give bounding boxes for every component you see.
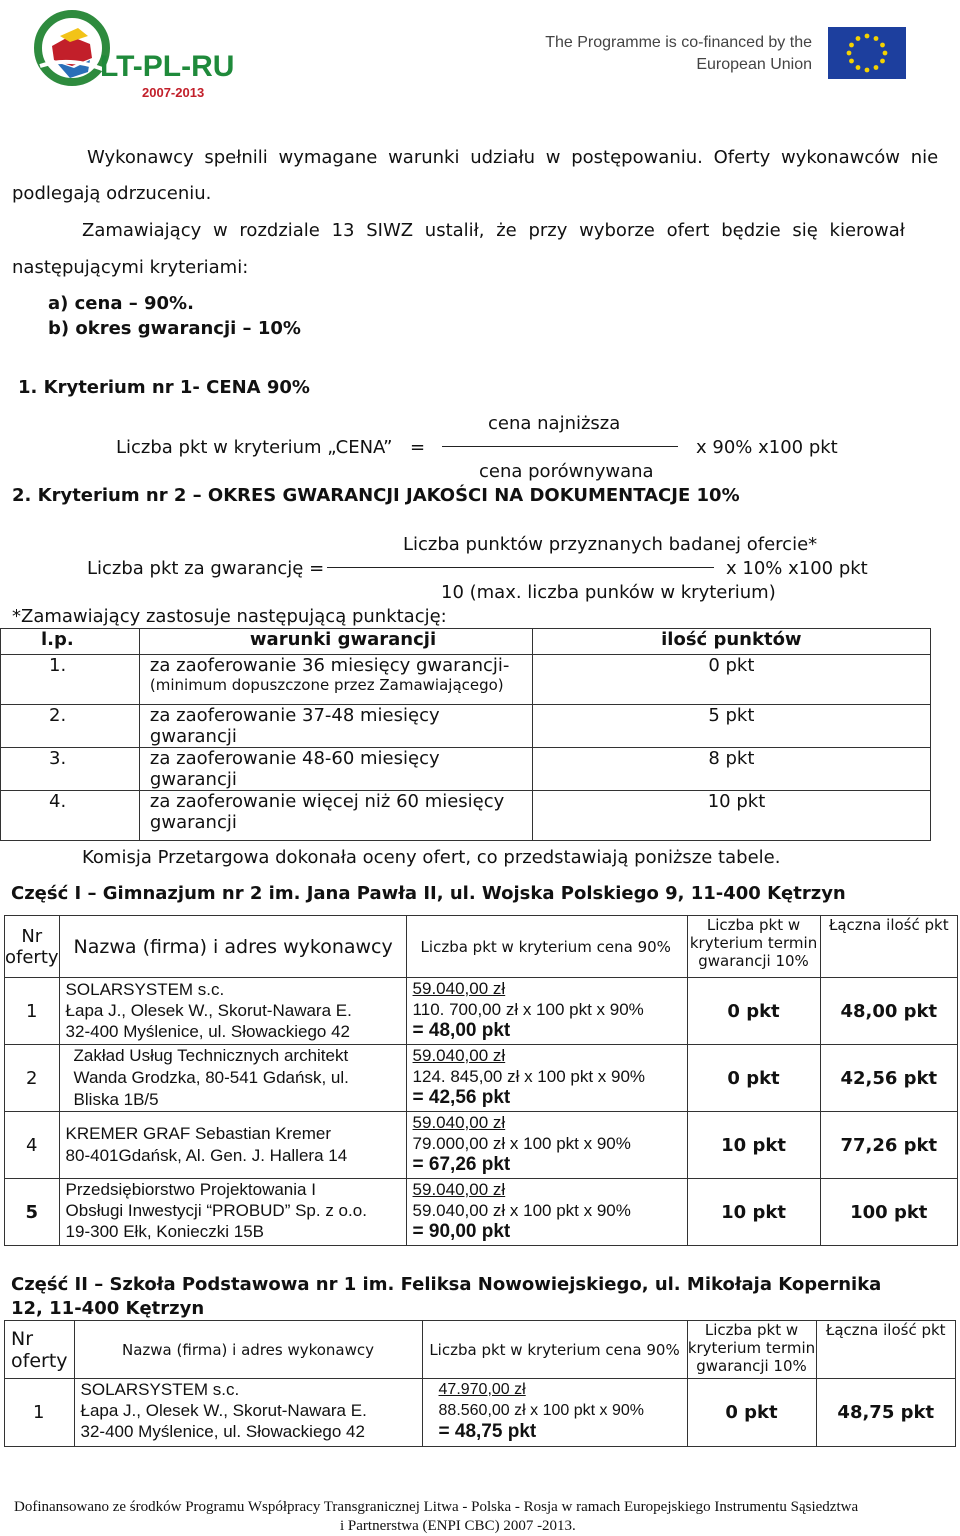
table-row — [5, 1112, 958, 1179]
col-lp-header: l.p. — [1, 629, 140, 655]
offer-nr: 4 — [5, 1112, 60, 1179]
calc-result: = 48,75 pkt — [438, 1421, 537, 1442]
col-conditions-header: warunki gwarancji — [139, 629, 532, 655]
criterion-a: a) cena – 90%. — [48, 293, 194, 314]
contractor-line: Łapa J., Olesek W., Skorut-Nawara E. — [65, 1001, 352, 1020]
offer-total-points: 100 pkt — [820, 1179, 957, 1246]
offer-warranty-points: 0 pkt — [687, 1379, 816, 1447]
col-name-header: Nazwa (firma) i adres wykonawcy — [74, 1321, 422, 1379]
logo-title: LT-PL-RU — [100, 50, 235, 83]
criterion1-multiplier: x 90% x100 pkt — [696, 437, 838, 458]
intro-p2-line1: Zamawiający w rozdziale 13 SIWZ ustalił, że przy wyborze ofert będzie się kierował — [82, 220, 905, 241]
criterion2-multiplier: x 10% x100 pkt — [726, 558, 868, 579]
calc-denominator: 59.040,00 zł x 100 pkt x 90% — [412, 1201, 631, 1220]
part1-offers-table — [4, 915, 958, 1246]
criterion2-label: Liczba pkt za gwarancję = — [87, 558, 325, 579]
col-warranty-header — [687, 1321, 816, 1379]
contractor-line: Zakład Usług Technicznych architekt — [73, 1046, 349, 1065]
criterion1-heading: 1. Kryterium nr 1- CENA 90% — [18, 377, 310, 398]
row-lp: 2. — [1, 705, 140, 748]
col-warranty-header-1: Liczba pkt w — [704, 1321, 799, 1339]
col-points-header: ilość punktów — [532, 629, 930, 655]
program-logo — [30, 6, 235, 100]
offer-price-calc — [406, 1045, 687, 1112]
footer-line1: Dofinansowano ze środków Programu Współpracy Transgranicznej Litwa - Polska - Rosja w ramach Europejskiego Instrumentu Sąsiedztwa — [14, 1499, 859, 1515]
criterion2-numerator: Liczba punktów przyznanych badanej ofercie* — [403, 534, 818, 555]
contractor-line: Przedsiębiorstwo Projektowania I — [65, 1180, 316, 1199]
calc-numerator: 59.040,00 zł — [412, 979, 506, 998]
offer-price-calc — [406, 1112, 687, 1179]
offer-total-points: 48,00 pkt — [820, 978, 957, 1045]
row-lp: 4. — [1, 791, 140, 841]
row-condition-text-2: gwarancji — [149, 812, 237, 833]
col-total-header: Łączna ilość pkt — [816, 1321, 955, 1379]
col-warranty-header-1: Liczba pkt w — [706, 916, 801, 934]
offer-nr: 2 — [5, 1045, 60, 1112]
part1-title: Część I – Gimnazjum nr 2 im. Jana Pawła II, ul. Wojska Polskiego 9, 11-400 Kętrzyn — [11, 883, 846, 904]
col-nr-header — [5, 916, 60, 978]
commission-text: Komisja Przetargowa dokonała oceny ofert, co przedstawiają poniższe tabele. — [82, 847, 781, 868]
offer-nr: 1 — [5, 1379, 75, 1447]
contractor-line: Bliska 1B/5 — [73, 1090, 159, 1109]
part2-title-line2: 12, 11-400 Kętrzyn — [11, 1298, 205, 1319]
table-row — [1, 655, 931, 705]
row-condition-text: za zaoferowanie więcej niż 60 miesięcy — [149, 791, 505, 812]
table-row — [1, 748, 931, 791]
criterion2-denominator: 10 (max. liczba punków w kryterium) — [441, 582, 776, 603]
eu-flag-icon — [828, 27, 906, 79]
criterion1-fraction-line — [442, 446, 678, 447]
contractor-line: SOLARSYSTEM s.c. — [65, 980, 225, 999]
row-points: 10 pkt — [532, 791, 930, 841]
col-warranty-header-2: kryterium termin — [689, 934, 818, 952]
col-warranty-header-2: kryterium termin — [687, 1339, 816, 1357]
calc-result: = 90,00 pkt — [412, 1221, 511, 1242]
offer-total-points: 77,26 pkt — [820, 1112, 957, 1179]
criterion2-fraction-line — [327, 567, 714, 568]
row-points: 8 pkt — [532, 748, 930, 791]
intro-p1-line1: Wykonawcy spełnili wymagane warunki udziału w postępowaniu. Oferty wykonawców nie — [87, 147, 939, 168]
offer-nr: 1 — [5, 978, 60, 1045]
table-row — [1, 791, 931, 841]
calc-denominator: 110. 700,00 zł x 100 pkt x 90% — [412, 1000, 644, 1019]
calc-denominator: 88.560,00 zł x 100 pkt x 90% — [438, 1402, 644, 1419]
calc-denominator: 124. 845,00 zł x 100 pkt x 90% — [412, 1067, 646, 1086]
calc-denominator: 79.000,00 zł x 100 pkt x 90% — [412, 1134, 631, 1153]
row-lp: 1. — [1, 655, 140, 705]
row-condition: za zaoferowanie 37-48 miesięcy gwarancji — [139, 705, 532, 748]
col-nr-header — [5, 1321, 75, 1379]
row-lp: 3. — [1, 748, 140, 791]
offer-contractor — [59, 1179, 406, 1246]
criterion-b: b) okres gwarancji – 10% — [48, 318, 301, 339]
calc-numerator: 59.040,00 zł — [412, 1046, 506, 1065]
row-points: 5 pkt — [532, 705, 930, 748]
eu-caption-line2: European Union — [696, 56, 812, 73]
warranty-score-table — [0, 628, 931, 841]
col-total-header: Łączna ilość pkt — [820, 916, 957, 978]
row-condition: za zaoferowanie 48-60 miesięcy gwarancji — [139, 748, 532, 791]
offer-price-calc — [406, 978, 687, 1045]
criterion2-heading: 2. Kryterium nr 2 – OKRES GWARANCJI JAKOŚCI NA DOKUMENTACJE 10% — [12, 485, 740, 506]
offer-contractor — [59, 1045, 406, 1112]
table-header-row — [5, 1321, 956, 1379]
row-condition-text: za zaoferowanie 36 miesięcy gwarancji- — [149, 655, 510, 676]
row-condition — [139, 791, 532, 841]
contractor-line: Wanda Grodzka, 80-541 Gdańsk, ul. — [73, 1068, 349, 1087]
row-condition — [139, 655, 532, 705]
offer-warranty-points: 0 pkt — [687, 978, 820, 1045]
contractor-line: 32-400 Myślenice, ul. Słowackiego 42 — [80, 1422, 365, 1441]
contractor-line: Łapa J., Olesek W., Skorut-Nawara E. — [80, 1401, 367, 1420]
offer-warranty-points: 0 pkt — [687, 1045, 820, 1112]
calc-numerator: 59.040,00 zł — [412, 1113, 506, 1132]
logo-years: 2007-2013 — [142, 85, 205, 100]
col-warranty-header — [687, 916, 820, 978]
offer-price-calc — [422, 1379, 687, 1447]
col-price-header: Liczba pkt w kryterium cena 90% — [406, 916, 687, 978]
contractor-line: 80-401Gdańsk, Al. Gen. J. Hallera 14 — [65, 1146, 348, 1165]
contractor-line: 32-400 Myślenice, ul. Słowackiego 42 — [65, 1022, 350, 1041]
contractor-line: Obsługi Inwestycji “PROBUD” Sp. z o.o. — [65, 1201, 367, 1220]
offer-warranty-points: 10 pkt — [687, 1112, 820, 1179]
row-condition-note: (minimum dopuszczone przez Zamawiającego) — [149, 676, 504, 694]
criterion1-label: Liczba pkt w kryterium „CENA” — [116, 437, 393, 458]
table-row — [5, 1045, 958, 1112]
col-warranty-header-3: gwarancji 10% — [696, 1357, 807, 1375]
contractor-line: KREMER GRAF Sebastian Kremer — [65, 1124, 332, 1143]
table-header-row — [5, 916, 958, 978]
calc-result: = 42,56 pkt — [412, 1087, 511, 1108]
col-nr-header-2: oferty — [11, 1349, 68, 1372]
contractor-line: SOLARSYSTEM s.c. — [80, 1380, 240, 1399]
intro-p1-line2: podlegają odrzuceniu. — [12, 183, 212, 204]
intro-p2-line2: następującymi kryteriami: — [12, 257, 249, 278]
table-row — [5, 1379, 956, 1447]
table-header-row — [1, 629, 931, 655]
offer-total-points: 48,75 pkt — [816, 1379, 955, 1447]
table-row — [5, 1179, 958, 1246]
offer-contractor — [59, 978, 406, 1045]
criterion1-eq: = — [410, 437, 426, 458]
footer-line2: i Partnerstwa (ENPI CBC) 2007 -2013. — [340, 1518, 576, 1534]
calc-result: = 67,26 pkt — [412, 1154, 511, 1175]
offer-total-points: 42,56 pkt — [820, 1045, 957, 1112]
offer-nr: 5 — [5, 1179, 60, 1246]
col-name-header: Nazwa (firma) i adres wykonawcy — [59, 916, 406, 978]
col-nr-header-1: Nr — [21, 925, 43, 947]
offer-warranty-points: 10 pkt — [687, 1179, 820, 1246]
criterion2-note: *Zamawiający zastosuje następującą punktację: — [12, 606, 447, 627]
offer-contractor — [59, 1112, 406, 1179]
row-points: 0 pkt — [532, 655, 930, 705]
part2-offers-table — [4, 1320, 956, 1447]
col-nr-header-2: oferty — [5, 946, 59, 968]
eu-caption-line1: The Programme is co-financed by the — [545, 34, 812, 51]
part2-title-line1: Część II – Szkoła Podstawowa nr 1 im. Feliksa Nowowiejskiego, ul. Mikołaja Kopernika — [11, 1274, 882, 1295]
table-row — [1, 705, 931, 748]
offer-contractor — [74, 1379, 422, 1447]
offer-price-calc — [406, 1179, 687, 1246]
calc-numerator: 59.040,00 zł — [412, 1180, 506, 1199]
calc-result: = 48,00 pkt — [412, 1020, 511, 1041]
criterion1-denominator: cena porównywana — [479, 461, 654, 482]
col-price-header: Liczba pkt w kryterium cena 90% — [422, 1321, 687, 1379]
col-warranty-header-3: gwarancji 10% — [698, 952, 809, 970]
col-nr-header-1: Nr — [11, 1327, 34, 1350]
table-row — [5, 978, 958, 1045]
calc-numerator: 47.970,00 zł — [438, 1381, 526, 1398]
criterion1-numerator: cena najniższa — [488, 413, 621, 434]
contractor-line: 19-300 Ełk, Konieczki 15B — [65, 1222, 264, 1241]
